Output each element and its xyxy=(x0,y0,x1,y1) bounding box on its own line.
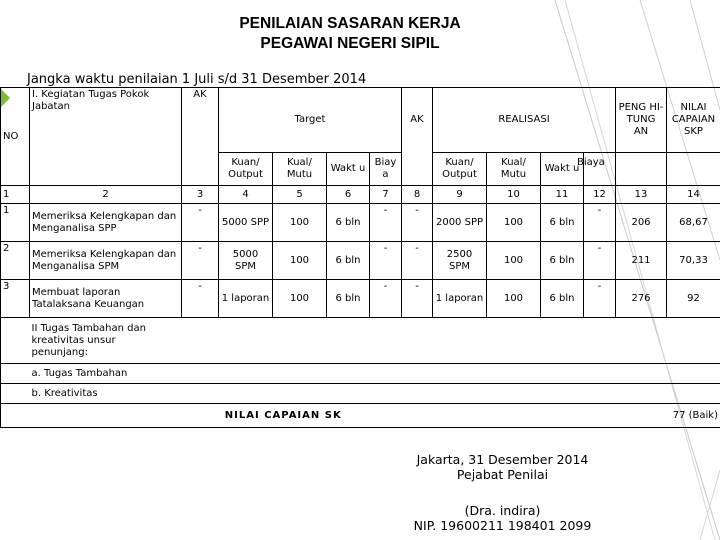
total-value: 77 (Baik) xyxy=(616,404,720,428)
header-penghitungan: PENG HI- TUNG AN xyxy=(616,88,667,153)
row-target-wakt: 6 bln xyxy=(327,280,370,318)
col-number: 2 xyxy=(30,186,182,204)
col-number: 10 xyxy=(487,186,541,204)
col-number: 8 xyxy=(402,186,433,204)
page-title xyxy=(120,14,580,54)
row-ak: - xyxy=(182,280,219,318)
row-realisasi-kual: 100 xyxy=(487,242,541,280)
row-ak: - xyxy=(182,204,219,242)
row-realisasi-wakt: 6 bln xyxy=(541,204,584,242)
header-realisasi: REALISASI xyxy=(433,88,616,153)
total-label: NILAI CAPAIAN SK xyxy=(1,404,616,428)
signature-block xyxy=(405,452,600,482)
evaluation-period: Jangka waktu penilaian 1 Juli s/d 31 Desember 2014 xyxy=(27,72,367,87)
row-realisasi-wakt: 6 bln xyxy=(541,242,584,280)
row-no: 1 xyxy=(1,204,30,242)
realisasi-kuan-header: Kuan/ Output xyxy=(433,153,487,186)
signature-nip: NIP. 19600211 198401 2099 xyxy=(413,518,592,533)
row-nilai-capaian: 68,67 xyxy=(667,204,720,242)
target-kual-header: Kual/ Mutu xyxy=(273,153,327,186)
header-kegiatan: I. Kegiatan Tugas Pokok Jabatan xyxy=(30,88,182,186)
realisasi-kual-header: Kual/ Mutu xyxy=(487,153,541,186)
row-realisasi-kual: 100 xyxy=(487,204,541,242)
target-kuan-header: Kuan/ Output xyxy=(219,153,273,186)
table-row xyxy=(1,204,720,242)
section-2a: a. Tugas Tambahan xyxy=(30,364,720,384)
numbering-row xyxy=(1,186,720,204)
col-number: 11 xyxy=(541,186,584,204)
col-number: 9 xyxy=(433,186,487,204)
row-target-kuan: 1 laporan xyxy=(219,280,273,318)
col-number: 3 xyxy=(182,186,219,204)
realisasi-wakt-header: Wakt u xyxy=(541,153,584,186)
col-number: 7 xyxy=(370,186,402,204)
header-no: NO xyxy=(1,88,30,186)
row-target-biaya: - xyxy=(370,204,402,242)
row-nilai-capaian: 92 xyxy=(667,280,720,318)
row-kegiatan: Membuat laporan Tatalaksana Keuangan xyxy=(30,280,182,318)
col-number: 5 xyxy=(273,186,327,204)
col-number: 6 xyxy=(327,186,370,204)
header-nilai-capaian: NILAI CAPAIAN SKP xyxy=(667,88,720,153)
target-wakt-header: Wakt u xyxy=(327,153,370,186)
row-target-biaya: - xyxy=(370,280,402,318)
signature-name: (Dra. indira) xyxy=(464,503,541,518)
row-realisasi-kuan: 2500 SPM xyxy=(433,242,487,280)
skp-table xyxy=(0,87,720,428)
row-realisasi-kual: 100 xyxy=(487,280,541,318)
header-ak: AK xyxy=(182,88,219,153)
row-realisasi-biaya: - xyxy=(584,242,616,280)
row-ak-2: - xyxy=(402,242,433,280)
signature-name-block xyxy=(405,503,600,533)
row-target-kual: 100 xyxy=(273,204,327,242)
signature-place-date: Jakarta, 31 Desember 2014 xyxy=(416,452,589,467)
col-number: 4 xyxy=(219,186,273,204)
section-row xyxy=(1,364,720,384)
row-kegiatan: Memeriksa Kelengkapan dan Menganalisa SPM xyxy=(30,242,182,280)
row-target-kual: 100 xyxy=(273,242,327,280)
section-2b: b. Kreativitas xyxy=(30,384,720,404)
table-row xyxy=(1,242,720,280)
row-realisasi-kuan: 2000 SPP xyxy=(433,204,487,242)
row-target-kuan: 5000 SPM xyxy=(219,242,273,280)
col-number: 14 xyxy=(667,186,720,204)
row-realisasi-biaya: - xyxy=(584,280,616,318)
row-ak-2: - xyxy=(402,280,433,318)
total-row xyxy=(1,404,720,428)
table-row xyxy=(1,280,720,318)
row-target-biaya: - xyxy=(370,242,402,280)
realisasi-biaya-header: Biaya xyxy=(577,157,605,168)
row-penghitungan: 206 xyxy=(616,204,667,242)
title-line-2: PEGAWAI NEGERI SIPIL xyxy=(260,35,440,52)
header-target: Target xyxy=(219,88,402,153)
section-row xyxy=(1,318,720,364)
title-line-1: PENILAIAN SASARAN KERJA xyxy=(239,15,461,32)
row-penghitungan: 211 xyxy=(616,242,667,280)
col-number: 12 xyxy=(584,186,616,204)
row-no: 2 xyxy=(1,242,30,280)
row-target-kual: 100 xyxy=(273,280,327,318)
row-target-wakt: 6 bln xyxy=(327,204,370,242)
col-number: 13 xyxy=(616,186,667,204)
row-ak-2: - xyxy=(402,204,433,242)
row-target-wakt: 6 bln xyxy=(327,242,370,280)
section-row xyxy=(1,384,720,404)
row-kegiatan: Memeriksa Kelengkapan dan Menganalisa SPP xyxy=(30,204,182,242)
row-no: 3 xyxy=(1,280,30,318)
header-row xyxy=(1,88,720,153)
row-ak: - xyxy=(182,242,219,280)
section-2-title: II Tugas Tambahan dan kreativitas unsur penunjang: xyxy=(30,318,720,364)
target-biaya-header: Biay a xyxy=(370,153,402,186)
row-realisasi-biaya: - xyxy=(584,204,616,242)
row-realisasi-wakt: 6 bln xyxy=(541,280,584,318)
col-number: 1 xyxy=(1,186,30,204)
header-ak-2: AK xyxy=(402,88,433,153)
row-realisasi-kuan: 1 laporan xyxy=(433,280,487,318)
row-penghitungan: 276 xyxy=(616,280,667,318)
row-target-kuan: 5000 SPP xyxy=(219,204,273,242)
row-nilai-capaian: 70,33 xyxy=(667,242,720,280)
signature-role: Pejabat Penilai xyxy=(456,467,549,482)
